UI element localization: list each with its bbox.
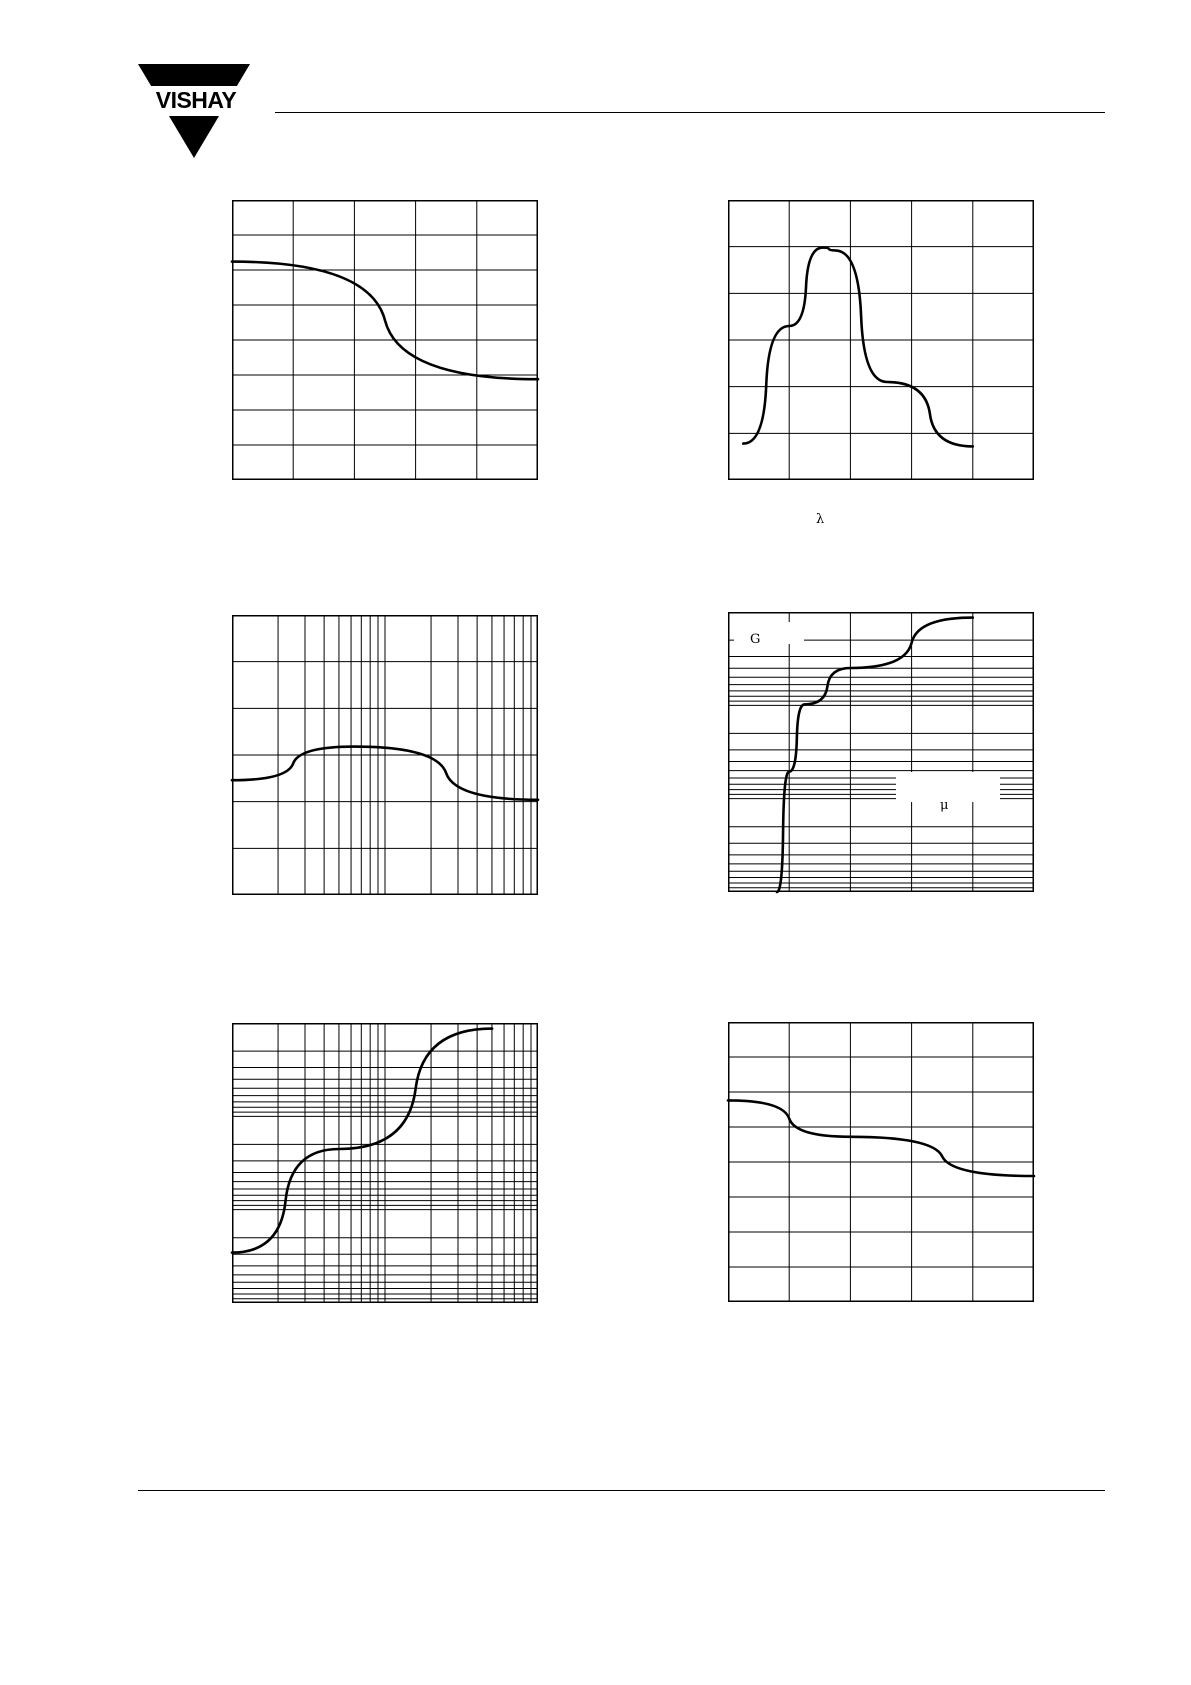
footer-rule (138, 1490, 1105, 1491)
c2-plot (728, 200, 1034, 480)
wavelength-symbol: λ (816, 512, 825, 527)
c1-series-line (232, 262, 538, 380)
chart-4-inset-unit: μ (940, 798, 949, 813)
c4-frame (729, 613, 1034, 892)
c5-plot (232, 1023, 538, 1303)
chart-2 (728, 200, 1034, 480)
c4-series-line (777, 618, 973, 892)
brand-name: VISHAY (155, 87, 237, 113)
chart-6 (728, 1022, 1034, 1302)
chart-4-legend-label: G (750, 632, 761, 647)
c2-series-line (743, 248, 973, 447)
header-rule (275, 112, 1105, 113)
c3-plot (232, 615, 538, 895)
chart-3 (232, 615, 538, 895)
c4-inset-box (896, 772, 1000, 802)
c4-legend-box (734, 622, 804, 647)
chart-5 (232, 1023, 538, 1303)
c6-plot (728, 1022, 1034, 1302)
c6-series-line (728, 1100, 1034, 1176)
c5-series-line (232, 1029, 492, 1253)
chart-1 (232, 200, 538, 480)
c4-plot (728, 612, 1034, 892)
c1-plot (232, 200, 538, 480)
brand-logo (138, 64, 254, 160)
chart-4 (728, 612, 1034, 892)
